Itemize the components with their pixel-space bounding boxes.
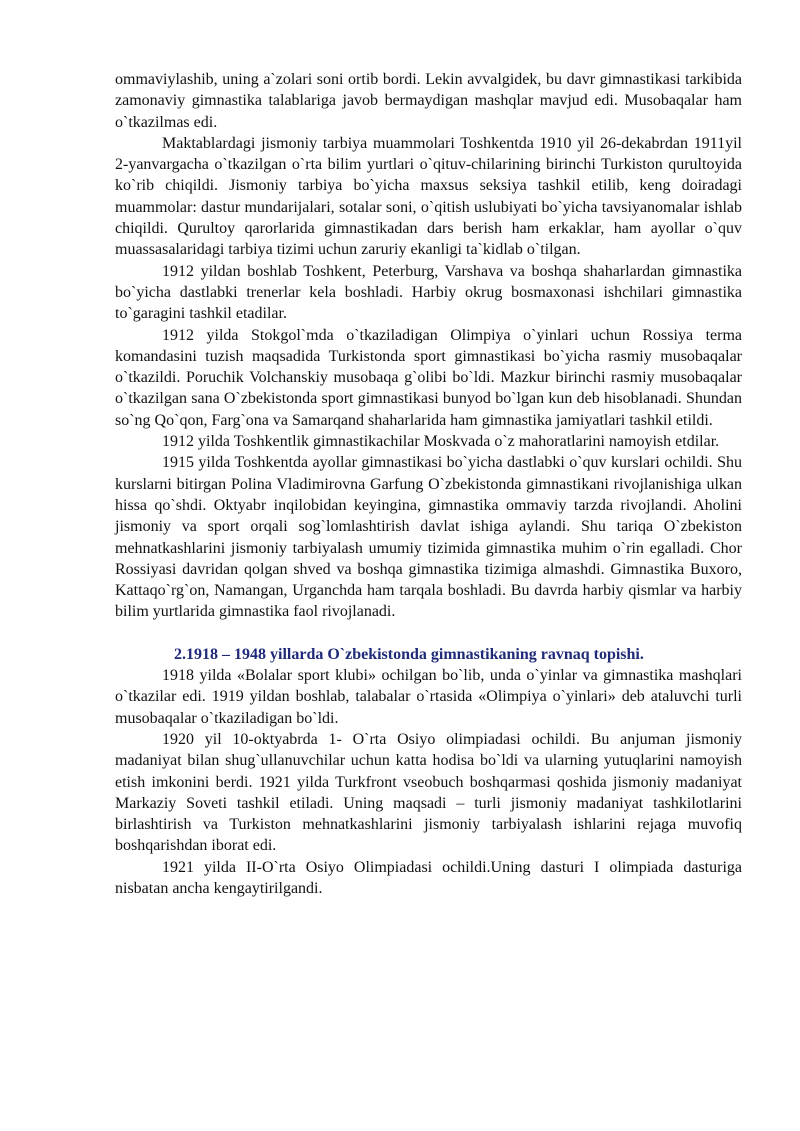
paragraph: Maktablardagi jismoniy tarbiya muammolari Toshkentda 1910 yil 26-dekabrdan 1911yil 2-yanvargacha o`tkazilgan o`rta bilim yurtlari o`qituv-chilarining birinchi Turkiston qurultoyida ko`rib chiqildi. Jismoniy tarbiya bo`yicha maxsus seksiya tashkil etilib, keng doiradagi muammolar: dastur mundarijalari, sotalar soni, o`qitish uslubiyati bo`yicha tavsiyanomalar ishlab chiqildi. Qurultoy qarorlarida gimnastikadan dars berish ham erkaklar, ham ayollar o`quv muassasalaridagi tarbiya tizimi uchun zaruriy ekanligi ta`kidlab o`tilgan. [115, 134, 742, 259]
paragraph: 1918 yilda «Bolalar sport klubi» ochilgan bo`lib, unda o`yinlar va gimnastika mashqlari o`tkazilar edi. 1919 yildan boshlab, talabalar o`rtasida «Olimpiya o`yinlari» deb ataluvchi turli musobaqalar o`tkaziladigan bo`ldi. [115, 667, 742, 727]
paragraph: 1912 yildan boshlab Toshkent, Peterburg, Varshava va boshqa shaharlardan gimnastika bo`yicha dastlabki trenerlar kela boshladi. Harbiy okrug bosmaxonasi ishchilari gimnastika to`garagini tashkil etadilar. [115, 262, 742, 323]
paragraph: 1912 yilda Toshkentlik gimnastikachilar Moskvada o`z mahoratlarini namoyish etdilar. [162, 433, 720, 451]
section-heading: 2.1918 – 1948 yillarda O`zbekistonda gimnastikaning ravnaq topishi. [174, 645, 644, 663]
paragraph: 1920 yil 10-oktyabrda 1- O`rta Osiyo olimpiadasi ochildi. Bu anjuman jismoniy madaniyat bilan shug`ullanuvchilar uchun katta hodisa bo`ldi va ularning yutuqlarini namoyish etish imkonini berdi. 1921 yilda Turkfront vseobuch boshqarmasi qoshida jismoniy madaniyat Markaziy Soveti tashkil etiladi. Uning maqsadi – turli jismoniy madaniyat tashkilotlarini birlashtirish va Turkiston mehnatkashlarini jismoniy tarbiyalash ishlarini rejaga muvofiq boshqarishdan iborat edi. [115, 730, 742, 855]
paragraph: 1915 yilda Toshkentda ayollar gimnastikasi bo`yicha dastlabki o`quv kurslari ochildi. Shu kurslarni bitirgan Polina Vladimirovna Garfung O`zbekistonda gimnastikani rivojlanishiga ulkan hissa qo`shdi. Oktyabr inqilobidan keyingina, gimnastika ommaviy tarzda rivojlandi. Aholini jismoniy va sport orqali sog`lomlashtirish davlat ishiga aylandi. Shu tariqa O`zbekiston mehnatkashlarini jismoniy tarbiyalash umumiy tizimida gimnastika muhim o`rin egalladi. Chor Rossiyasi davridan qolgan shved va boshqa gimnastika tizimiga almashdi. Gimnastika Buxoro, Kattaqo`rg`on, Namangan, Urganchda ham tarqala boshladi. Bu davrda harbiy qismlar va harbiy bilim yurtlarida gimnastika faol rivojlanadi. [115, 454, 742, 621]
paragraph: ommaviylashib, uning a`zolari soni ortib bordi. Lekin avvalgidek, bu davr gimnastikasi tarkibida zamonaviy gimnastika talablariga javob bermaydigan mashqlar mavjud edi. Musobaqalar ham o`tkazilmas edi. [115, 71, 742, 131]
paragraph: 1912 yilda Stokgol`mda o`tkaziladigan Olimpiya o`yinlari uchun Rossiya terma komandasini tuzish maqsadida Turkistonda sport gimnastikasi bo`yicha rasmiy musobaqalar o`tkazildi. Poruchik Volchanskiy musobaqa g`olibi bo`ldi. Mazkur birinchi rasmiy musobaqalar o`tkazilgan sana O`zbekistonda sport gimnastikasi bunyod bo`lgan kun deb hisoblanadi. Shundan so`ng Qo`qon, Farg`ona va Samarqand shaharlarida ham gimnastika jamiyatlari tashkil etildi. [115, 326, 742, 429]
paragraph: 1921 yilda II-O`rta Osiyo Olimpiadasi ochildi.Uning dasturi I olimpiada dasturiga nisbatan ancha kengaytirilgandi. [115, 858, 742, 897]
